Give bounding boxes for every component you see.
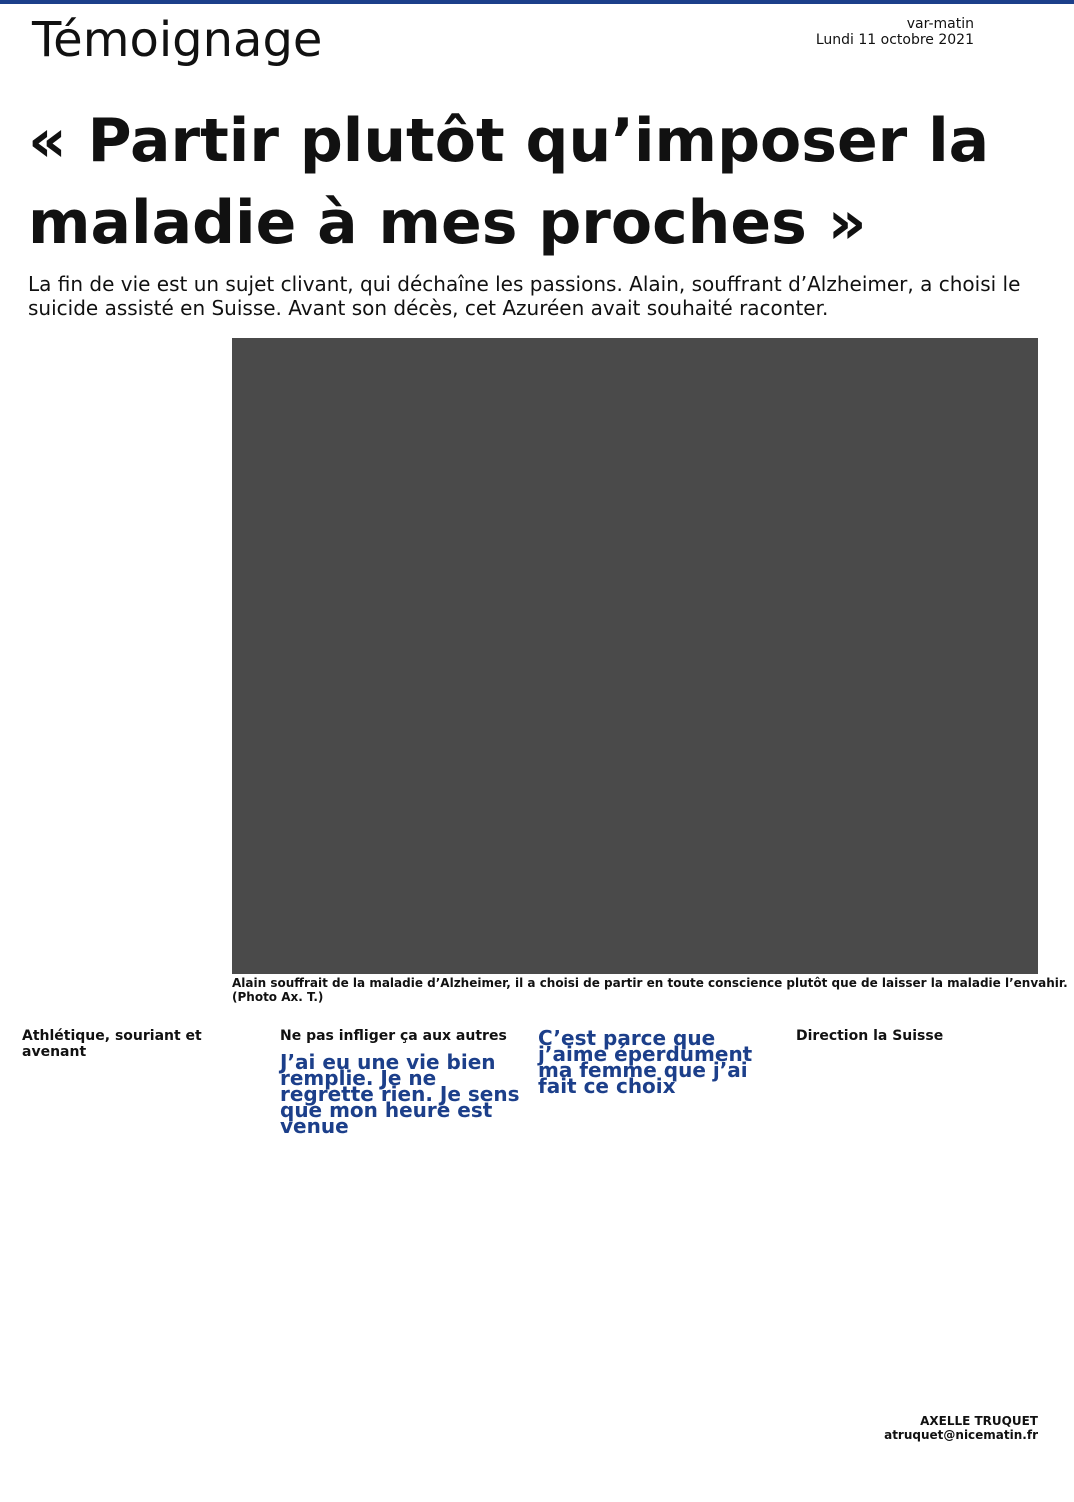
author-name: AXELLE TRUQUET (920, 1414, 1038, 1428)
standfirst: La fin de vie est un sujet clivant, qui déchaîne les passions. Alain, souffrant d’Alzheimer, a choisi le suicide assisté en Suisse. Avant son décès, cet Azuréen avait souhaité raconter. (28, 272, 1021, 320)
article-photo (232, 338, 1038, 974)
masthead-name: var-matin (906, 16, 974, 32)
column-3 (538, 1020, 780, 1144)
section-rubric: Témoignage (32, 12, 323, 68)
column-4 (796, 1020, 1038, 1144)
byline (884, 1414, 1038, 1442)
subhead-1: Athlétique, souriant et avenant (22, 1028, 202, 1060)
column-2 (280, 1020, 522, 1144)
photo-credit: (Photo Ax. T.) (232, 990, 324, 1004)
photo-caption (232, 976, 1074, 1004)
pull-quote-1: J’ai eu une vie bien remplie. Je ne regrette rien. Je sens que mon heure est venue (280, 1050, 520, 1138)
author-email: atruquet@nicematin.fr (884, 1428, 1038, 1442)
pull-quote-2: C’est parce que j’aime éperdument ma femme que j’ai fait ce choix (538, 1026, 753, 1098)
top-rule (0, 0, 1074, 4)
masthead (816, 16, 974, 48)
subhead-2: Ne pas infliger ça aux autres (280, 1028, 507, 1044)
article-body (22, 1020, 1038, 1144)
column-1 (22, 1020, 264, 1144)
caption-text: Alain souffrait de la maladie d’Alzheimer, il a choisi de partir en toute conscience plutôt que de laisser la maladie l’envahir. (232, 976, 1068, 990)
headline: « Partir plutôt qu’imposer la maladie à mes proches » (28, 106, 990, 258)
subhead-3: Direction la Suisse (796, 1028, 944, 1044)
masthead-date: Lundi 11 octobre 2021 (815, 32, 974, 48)
